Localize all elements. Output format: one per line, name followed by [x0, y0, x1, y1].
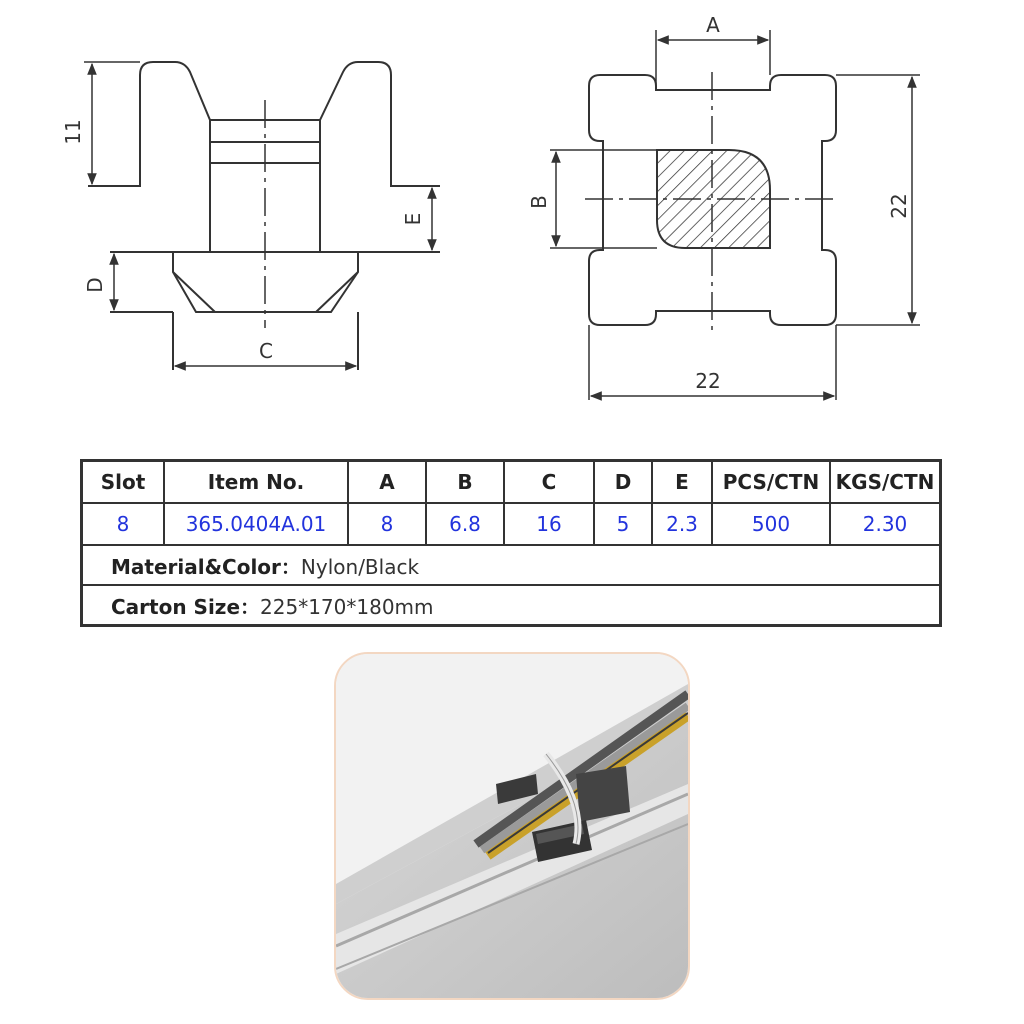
header-pcs-ctn: PCS/CTN	[712, 461, 830, 504]
dim-e-label: E	[401, 212, 425, 226]
top-view	[585, 72, 838, 330]
cell-e: 2.3	[652, 503, 712, 545]
technical-drawing	[0, 0, 1024, 450]
dim-22-horizontal-label: 22	[695, 369, 721, 393]
material-row	[82, 545, 941, 585]
material-label: Material&Color：	[111, 554, 301, 579]
dim-d-label: D	[83, 277, 107, 293]
product-application-photo	[334, 652, 690, 1000]
header-e: E	[652, 461, 712, 504]
cell-c: 16	[504, 503, 594, 545]
dim-11-label: 11	[61, 119, 85, 145]
dim-c-label: C	[259, 339, 273, 363]
dim-22-vertical-label: 22	[887, 193, 911, 219]
carton-label: Carton Size：	[111, 594, 261, 619]
carton-cell	[82, 585, 941, 626]
side-view-dimensions	[84, 62, 432, 366]
side-view	[88, 62, 440, 370]
header-c: C	[504, 461, 594, 504]
material-value: Nylon/Black	[300, 554, 420, 579]
cell-b: 6.8	[426, 503, 504, 545]
header-slot: Slot	[82, 461, 165, 504]
spec-table	[80, 459, 942, 627]
header-item-no: Item No.	[164, 461, 348, 504]
cell-d: 5	[594, 503, 652, 545]
carton-value: 225*170*180mm	[260, 594, 434, 619]
table-header-row	[82, 461, 941, 504]
saddle-top-outline	[88, 62, 440, 186]
dim-a-label: A	[706, 13, 720, 37]
cell-slot: 8	[82, 503, 165, 545]
cell-kgs-ctn: 2.30	[830, 503, 941, 545]
header-b: B	[426, 461, 504, 504]
application-illustration	[336, 654, 688, 998]
cell-a: 8	[348, 503, 426, 545]
cell-item-no: 365.0404A.01	[164, 503, 348, 545]
table-row	[82, 503, 941, 545]
header-kgs-ctn: KGS/CTN	[830, 461, 941, 504]
carton-row	[82, 585, 941, 626]
header-d: D	[594, 461, 652, 504]
dim-b-label: B	[527, 195, 551, 209]
header-a: A	[348, 461, 426, 504]
material-cell	[82, 545, 941, 585]
cell-pcs-ctn: 500	[712, 503, 830, 545]
